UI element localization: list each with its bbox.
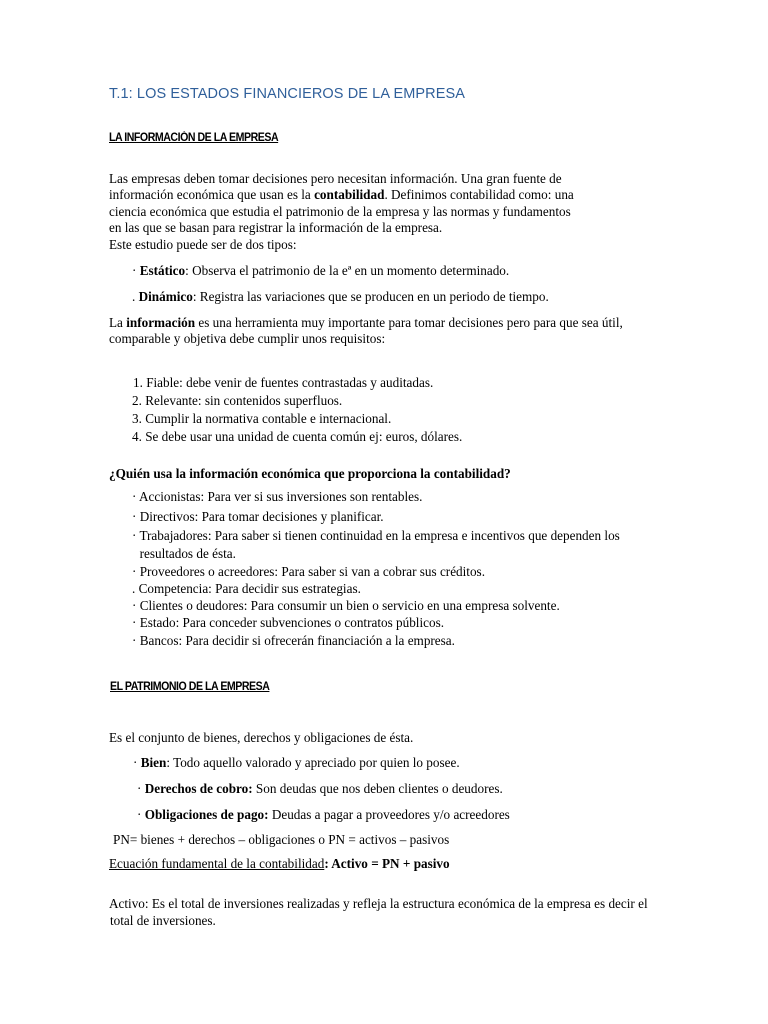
paragraph-line: Es el conjunto de bienes, derechos y obligaciones de ésta. [109, 730, 414, 745]
question-heading: ¿Quién usa la información económica que proporciona la contabilidad? [109, 466, 511, 481]
user-item: · Accionistas: Para ver si sus inversiones son rentables. [132, 489, 423, 504]
paragraph-line: comparable y objetiva debe cumplir unos requisitos: [109, 331, 386, 346]
requisito-item: 3. Cumplir la normativa contable e internacional. [132, 411, 392, 426]
formula-line: PN= bienes + derechos – obligaciones o PN = activos – pasivos [113, 832, 450, 847]
page-title: T.1: LOS ESTADOS FINANCIEROS DE LA EMPRESA [109, 86, 466, 102]
list-item-obligaciones: · Obligaciones de pago: Deudas a pagar a proveedores y/o acreedores [137, 807, 510, 822]
paragraph-line: Activo: Es el total de inversiones realizadas y refleja la estructura económica de la empresa es decir el [109, 896, 648, 911]
user-item: · Directivos: Para tomar decisiones y planificar. [132, 509, 384, 524]
paragraph-line: en las que se basan para registrar la información de la empresa. [109, 220, 443, 235]
paragraph-line: Las empresas deben tomar decisiones pero necesitan información. Una gran fuente de [109, 171, 562, 186]
user-item: . Competencia: Para decidir sus estrategias. [132, 581, 361, 596]
paragraph-line: Este estudio puede ser de dos tipos: [109, 237, 297, 252]
section-heading-informacion: LA INFORMACIÓN DE LA EMPRESA [109, 132, 279, 144]
equation-line: Ecuación fundamental de la contabilidad: Activo = PN + pasivo [109, 856, 450, 871]
user-item: · Trabajadores: Para saber si tienen continuidad en la empresa e incentivos que dependen los [132, 528, 620, 543]
user-item: · Estado: Para conceder subvenciones o contratos públicos. [132, 615, 445, 630]
requisito-item: 2. Relevante: sin contenidos superfluos. [132, 393, 343, 408]
requisito-item: 4. Se debe usar una unidad de cuenta común ej: euros, dólares. [132, 429, 463, 444]
paragraph-line: información económica que usan es la contabilidad. Definimos contabilidad como: una [109, 187, 574, 202]
list-item-derechos: · Derechos de cobro: Son deudas que nos deben clientes o deudores. [137, 781, 503, 796]
section-heading-patrimonio: EL PATRIMONIO DE LA EMPRESA [110, 681, 270, 693]
list-item-estatico: · Estático: Observa el patrimonio de la eª en un momento determinado. [132, 263, 510, 278]
user-item: · Proveedores o acreedores: Para saber si van a cobrar sus créditos. [132, 564, 485, 579]
user-item: · Bancos: Para decidir si ofrecerán financiación a la empresa. [132, 633, 455, 648]
user-item: · Clientes o deudores: Para consumir un bien o servicio en una empresa solvente. [132, 598, 560, 613]
list-item-dinamico: . Dinámico: Registra las variaciones que se producen en un periodo de tiempo. [132, 289, 549, 304]
requisito-item: 1. Fiable: debe venir de fuentes contrastadas y auditadas. [133, 375, 434, 390]
list-item-bien: · Bien: Todo aquello valorado y apreciado por quien lo posee. [133, 755, 460, 770]
user-item-continuation: resultados de ésta. [133, 546, 236, 561]
paragraph-line: ciencia económica que estudia el patrimonio de la empresa y las normas y fundamentos [109, 204, 571, 219]
paragraph-line: total de inversiones. [110, 913, 216, 928]
paragraph-line: La información es una herramienta muy importante para tomar decisiones pero para que sea útil, [109, 315, 623, 330]
